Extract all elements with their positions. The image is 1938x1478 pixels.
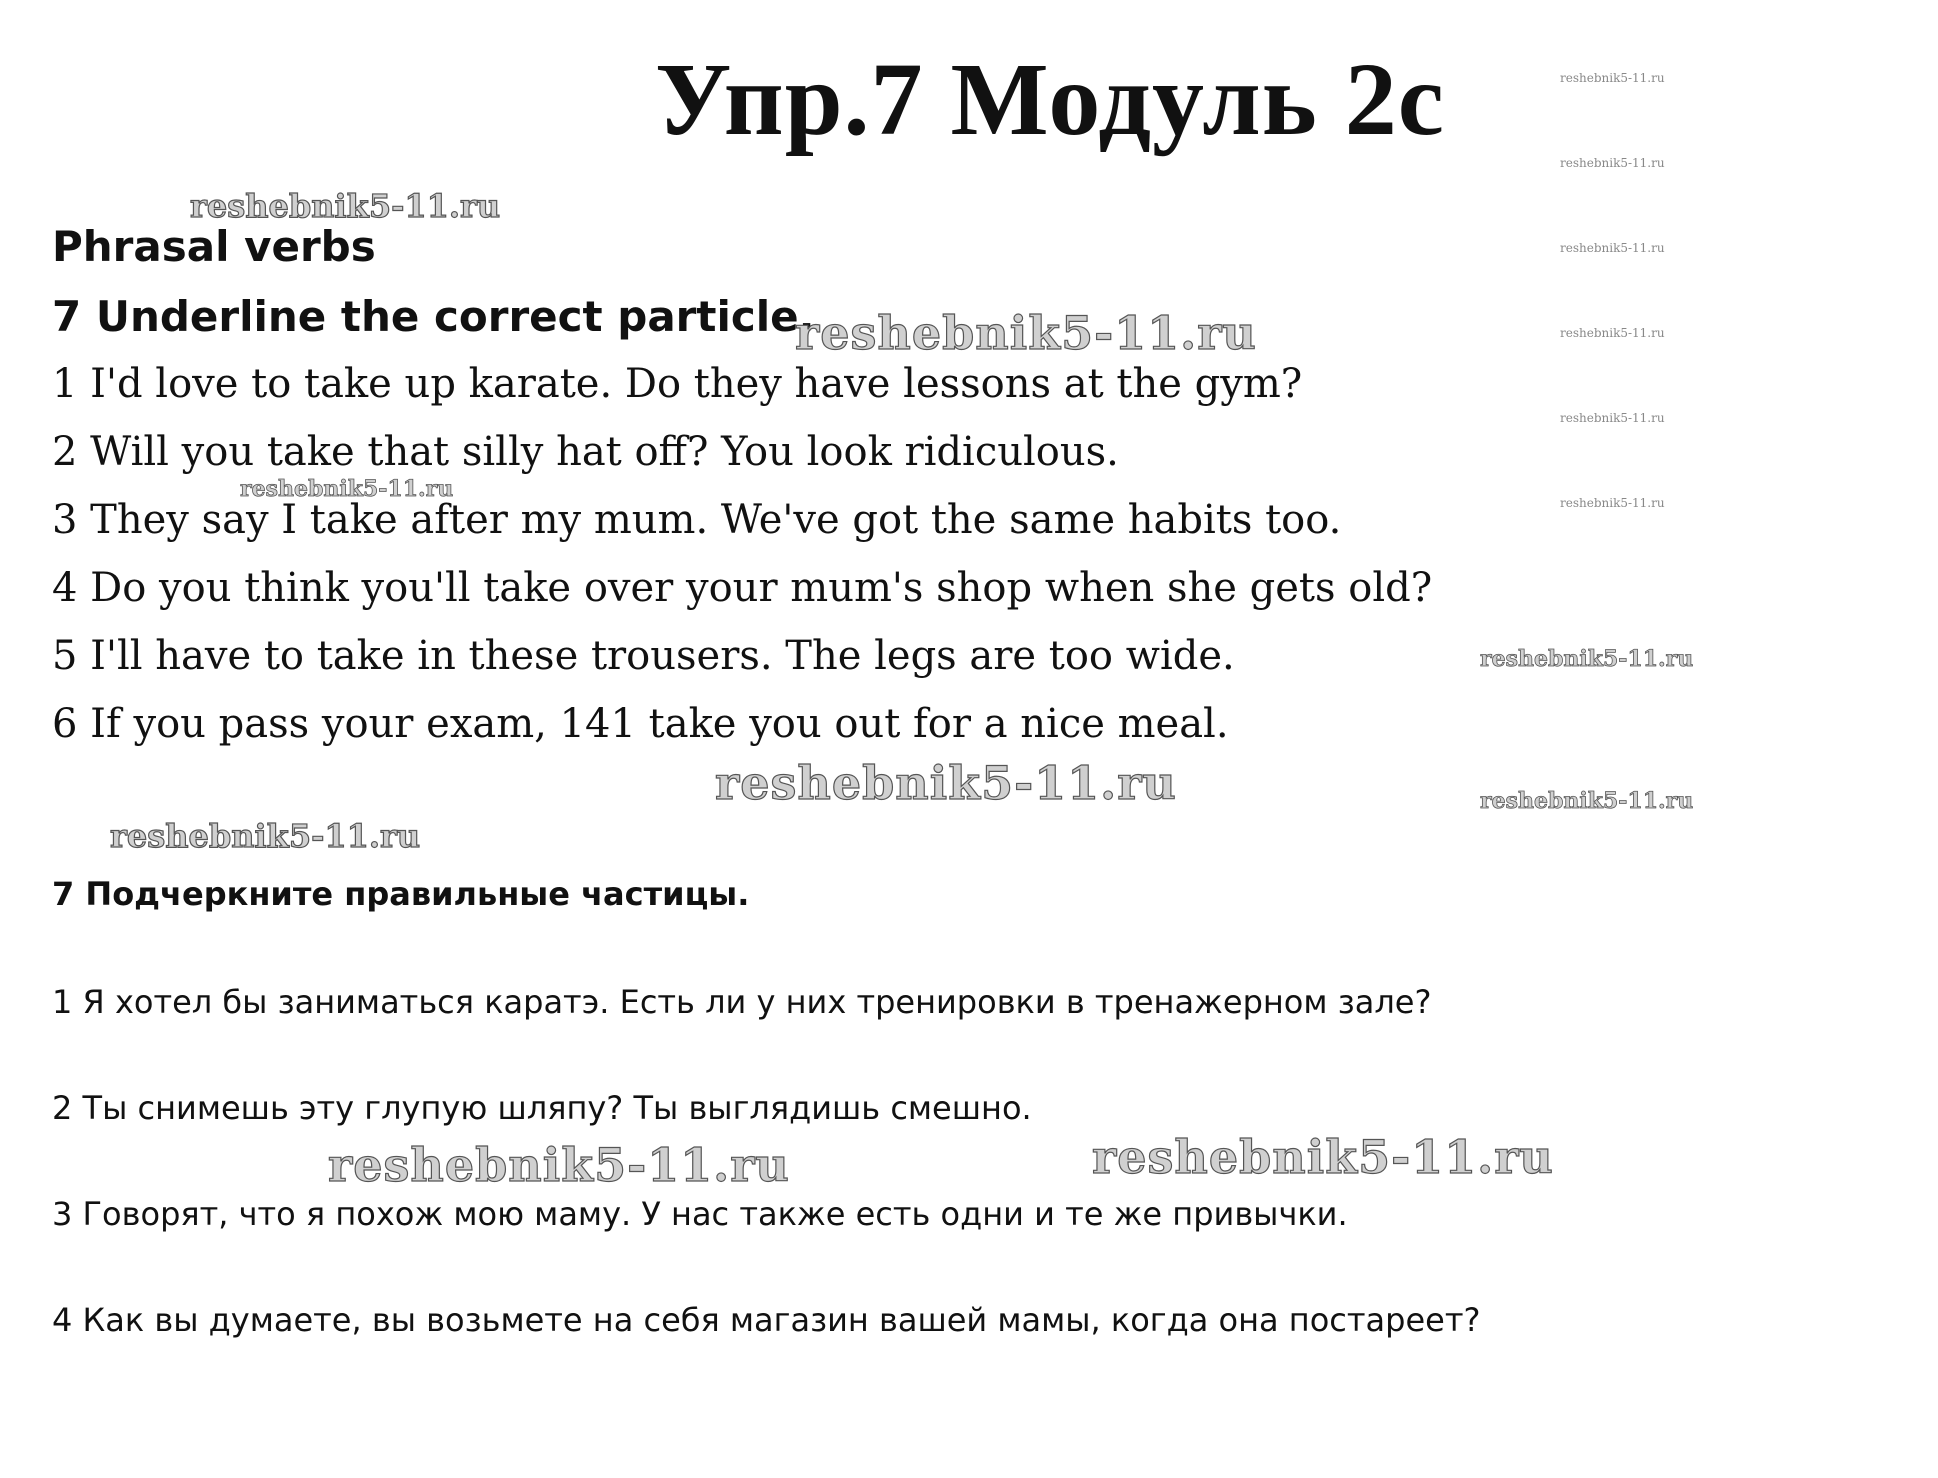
russian-sentence-4: 4 Как вы думаете, вы возьмете на себя магазин вашей мамы, когда она постареет?	[52, 1301, 1481, 1339]
russian-sentence-3: 3 Говорят, что я похож мою маму. У нас также есть одни и те же привычки.	[52, 1195, 1348, 1233]
english-sentence-6: 6 If you pass your exam, 141 take you out for a nice meal.	[52, 701, 1229, 747]
exercise-instruction: 7 Underline the correct particle.	[52, 292, 815, 341]
watermark: reshebnik5-11.ru	[1560, 411, 1665, 425]
watermark: reshebnik5-11.ru	[1092, 1130, 1554, 1184]
page-title: Упр.7 Модуль 2с	[655, 42, 1445, 157]
english-sentence-4: 4 Do you think you'll take over your mum's shop when she gets old?	[52, 565, 1433, 611]
watermark: reshebnik5-11.ru	[1560, 71, 1665, 85]
watermark: reshebnik5-11.ru	[328, 1138, 790, 1192]
watermark: reshebnik5-11.ru	[1560, 326, 1665, 340]
watermark: reshebnik5-11.ru	[110, 817, 421, 855]
watermark: reshebnik5-11.ru	[715, 756, 1177, 810]
watermark: reshebnik5-11.ru	[240, 476, 454, 502]
watermark: reshebnik5-11.ru	[190, 187, 501, 225]
watermark: reshebnik5-11.ru	[1560, 156, 1665, 170]
watermark: reshebnik5-11.ru	[1560, 241, 1665, 255]
english-sentence-2: 2 Will you take that silly hat off? You look ridiculous.	[52, 429, 1119, 475]
watermark: reshebnik5-11.ru	[1480, 788, 1694, 814]
watermark: reshebnik5-11.ru	[795, 306, 1257, 360]
english-sentence-1: 1 I'd love to take up karate. Do they have lessons at the gym?	[52, 361, 1303, 407]
russian-instruction: 7 Подчеркните правильные частицы.	[52, 875, 750, 913]
watermark: reshebnik5-11.ru	[1480, 646, 1694, 672]
english-sentence-5: 5 I'll have to take in these trousers. The legs are too wide.	[52, 633, 1235, 679]
russian-sentence-1: 1 Я хотел бы заниматься каратэ. Есть ли у них тренировки в тренажерном зале?	[52, 983, 1432, 1021]
english-sentence-3: 3 They say I take after my mum. We've got the same habits too.	[52, 497, 1342, 543]
section-heading: Phrasal verbs	[52, 222, 376, 271]
russian-sentence-2: 2 Ты снимешь эту глупую шляпу? Ты выглядишь смешно.	[52, 1089, 1032, 1127]
watermark: reshebnik5-11.ru	[1560, 496, 1665, 510]
